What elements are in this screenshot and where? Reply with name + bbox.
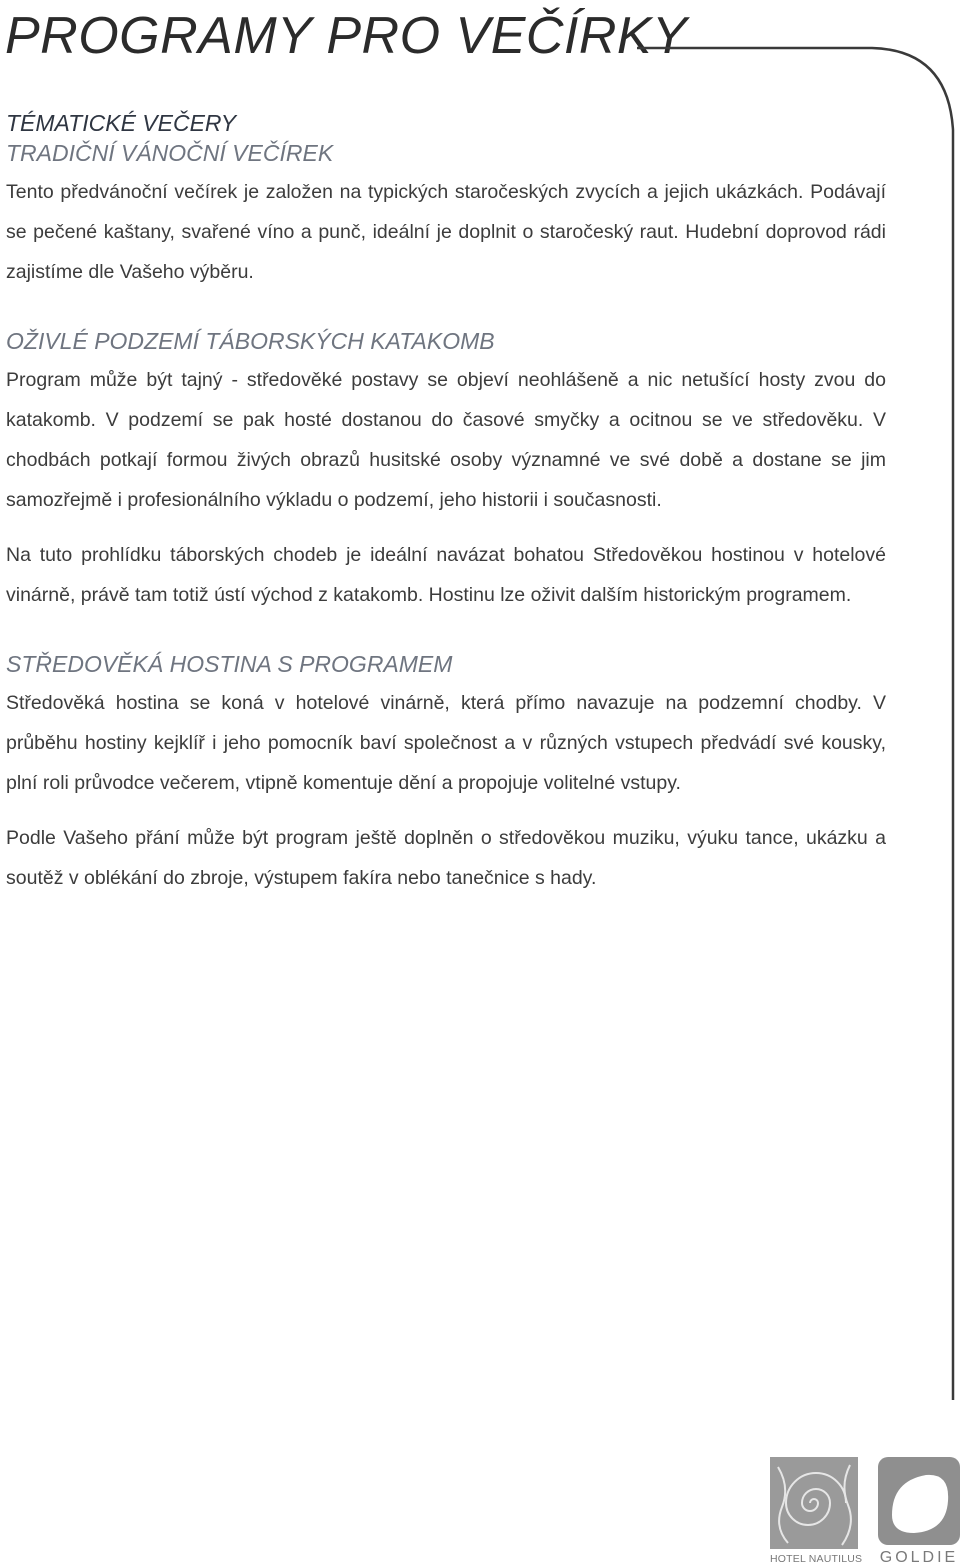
goldie-caption: GOLDIE <box>879 1549 959 1566</box>
program-medieval-feast <box>6 649 886 898</box>
program-catacombs <box>6 326 886 615</box>
hotel-nautilus-logo <box>770 1457 863 1565</box>
page-title: PROGRAMY PRO VEČÍRKY <box>5 7 688 65</box>
program-description: Program může být tajný - středověké postavy se objeví neohlášeně a nic netušící hosty zvou do katakomb. V podzemí se pak hosté dostanou do časové smyčky a ocitnou se ve středověku. V chodbách potkají formou živých obrazů husitské osoby významné ve své době a dostane se jim samozřejmě i profesionálního výkladu o podzemí, jeho historii i současnosti. <box>6 369 886 511</box>
main-content <box>6 108 886 898</box>
section-label: TÉMATICKÉ VEČERY <box>6 110 237 136</box>
program-heading: TRADIČNÍ VÁNOČNÍ VEČÍREK <box>6 140 334 166</box>
program-description: Na tuto prohlídku táborských chodeb je ideální navázat bohatou Středověkou hostinou v hotelové vinárně, právě tam totiž ústí východ z katakomb. Hostinu lze oživit dalším historickým programem. <box>6 544 886 606</box>
nautilus-caption: HOTEL NAUTILUS <box>770 1553 863 1565</box>
footer-logos <box>760 1457 960 1567</box>
program-description: Středověká hostina se koná v hotelové vinárně, která přímo navazuje na podzemní chodby. V průběhu hostiny kejklíř i jeho pomocník baví společnost a v různých vstupech předvádí své kousky, plní roli průvodce večerem, vtipně komentuje dění a propojuje volitelné vstupy. <box>6 692 886 794</box>
program-christmas-party <box>6 138 886 292</box>
program-heading: STŘEDOVĚKÁ HOSTINA S PROGRAMEM <box>6 651 453 677</box>
program-description: Podle Vašeho přání může být program ještě doplněn o středověkou muziku, výuku tance, ukázku a soutěž v oblékání do zbroje, výstupem fakíra nebo tanečnice s hady. <box>6 827 886 889</box>
program-description: Tento předvánoční večírek je založen na typických staročeských zvycích a jejich ukázkách. Podávají se pečené kaštany, svařené víno a punč, ideální je doplnit o staročeský raut. Hudební doprovod rádi zajistíme dle Vašeho výběru. <box>6 181 886 283</box>
program-heading: OŽIVLÉ PODZEMÍ TÁBORSKÝCH KATAKOMB <box>6 328 495 354</box>
